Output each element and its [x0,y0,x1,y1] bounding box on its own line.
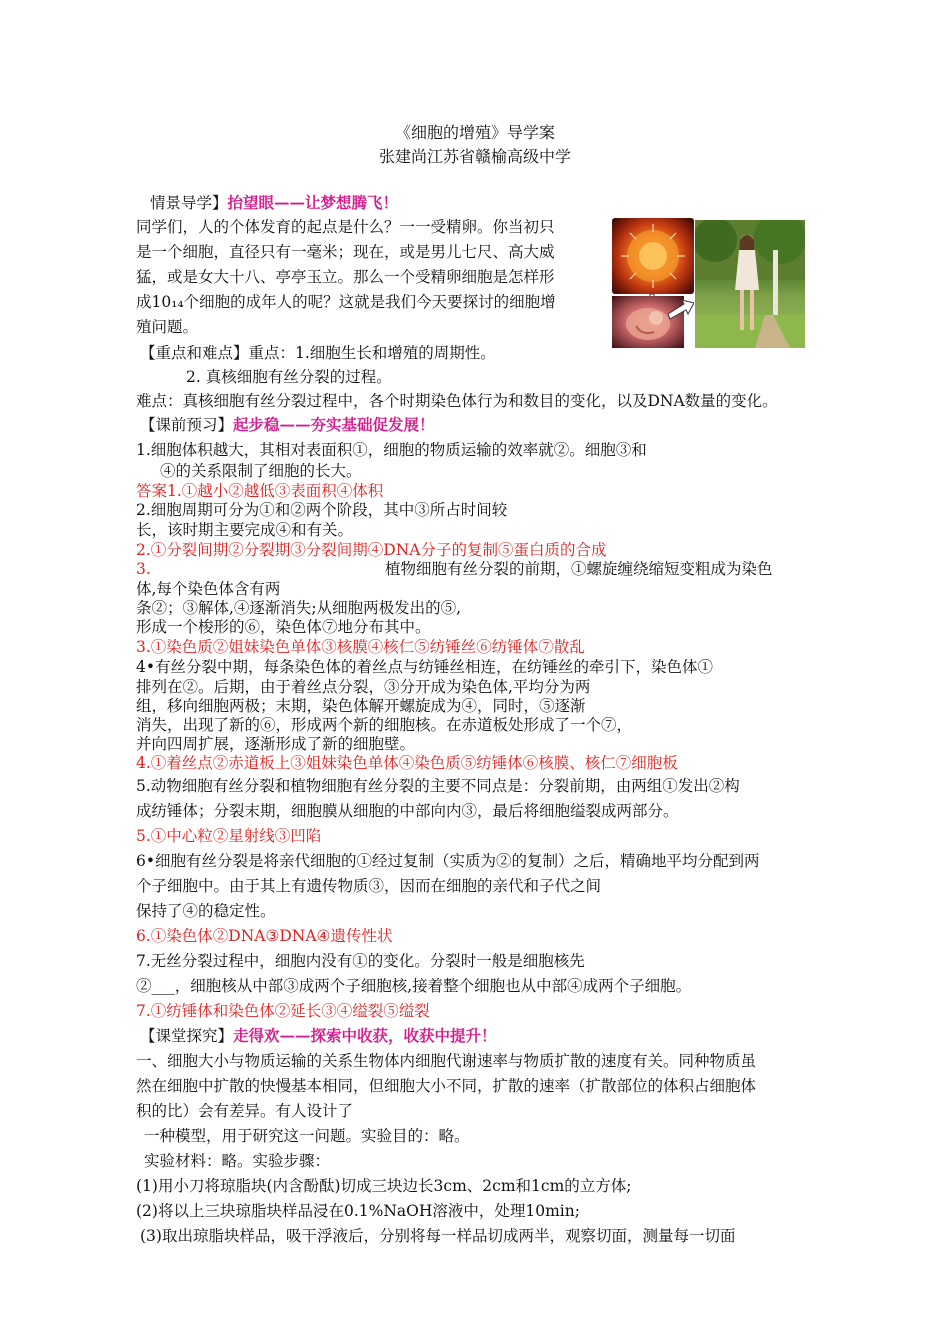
preview-q3-line-3: 条②；③解体,④逐渐消失;从细胞两极发出的⑤, [136,599,462,617]
preview-q5-line-2: 成纺锤体；分裂末期，细胞膜从细胞的中部向内③，最后将细胞缢裂成两部分。 [136,802,679,820]
egg-cell-image [612,218,694,294]
preview-heading [140,415,435,435]
class-step-3: (3)取出琼脂块样品，吸干浮液后，分别将每一样品切成两半，观察切面，测量每一切面 [140,1227,736,1245]
preview-a4: 4.①着丝点②赤道板上③姐妹染色单体④染色质⑤纺锤体⑥核膜、核仁⑦细胞板 [136,754,678,772]
preview-q4-line-1: 4•有丝分裂中期，每条染色体的着丝点与纺锤丝相连，在纺锤丝的牵引下，染色体① [136,658,714,676]
intro-line-5: 殖问题。 [136,318,199,336]
preview-q2-line-1: 2.细胞周期可分为①和②两个阶段，其中③所占时间较 [136,501,508,519]
intro-heading-prefix: 情景导学】 [150,194,228,212]
preview-a2: 2.①分裂间期②分裂期③分裂间期④DNA分子的复制⑤蛋白质的合成 [136,541,607,559]
preview-q7-line-1: 7.无丝分裂过程中，细胞内没有①的变化。分裂时一般是细胞核先 [136,952,585,970]
class-p1-line-4: 一种模型，用于研究这一问题。实验目的：略。 [144,1127,470,1145]
preview-q3-line-4: 形成一个梭形的⑥，染色体⑦地分布其中。 [136,618,431,636]
intro-line-1: 同学们，人的个体发育的起点是什么？一一受精卵。你当初只 [136,218,555,236]
preview-q1-line-2: ④的关系限制了细胞的长大。 [160,462,362,480]
preview-q6-line-1: 6•细胞有丝分裂是将亲代细胞的①经过复制（实质为②的复制）之后，精确地平均分配到两 [136,852,760,870]
preview-q6-line-2: 个子细胞中。由于其上有遗传物质③，因而在细胞的亲代和子代之间 [136,877,602,895]
document-author: 张建尚江苏省赣榆高级中学 [378,147,571,166]
arrow-right-icon [668,300,694,320]
preview-q3-number: 3. [136,560,151,578]
intro-line-3: 猛，或是女大十八、亭亭玉立。那么一个受精卵细胞是怎样形 [136,268,555,286]
key-points-line-2: 2. 真核细胞有丝分裂的过程。 [186,368,392,386]
preview-a6: 6.①染色体②DNA③DNA④遗传性状 [136,927,393,945]
intro-line-2: 是一个细胞，直径只有一毫米；现在，或是男儿七尺、高大威 [136,243,555,261]
class-step-2: (2)将以上三块琼脂块样品浸在0.1%NaOH溶液中，处理10min; [136,1202,580,1220]
class-step-1: (1)用小刀将琼脂块(内含酚酞)切成三块边长3cm、2cm和1cm的立方体; [136,1177,632,1195]
intro-heading [150,193,398,213]
preview-q3-line-1: 植物细胞有丝分裂的前期，①螺旋缠绕缩短变粗成为染色 [385,560,773,578]
preview-q1-line-1: 1.细胞体积越大，其相对表面积①，细胞的物质运输的效率就②。细胞③和 [136,441,647,459]
preview-q3-line-2: 体,每个染色体含有两 [136,580,281,598]
preview-q4-line-3: 组，移向细胞两极；末期，染色体解开螺旋成为④，同时，⑤逐渐 [136,697,586,715]
preview-heading-prefix: 【课前预习】 [140,416,234,434]
class-p1-line-1: 一、细胞大小与物质运输的关系生物体内细胞代谢速率与物质扩散的速度有关。同种物质虽 [136,1052,757,1070]
class-heading-slogan: 走得欢——探索中收获，收获中提升！ [233,1026,497,1045]
key-points-line-1: 【重点和难点】重点：1.细胞生长和增殖的周期性。 [140,344,496,362]
intro-heading-slogan: 抬望眼——让梦想腾飞！ [227,193,399,212]
class-heading [140,1026,497,1046]
preview-a7: 7.①纺锤体和染色体②延长③④缢裂⑤缢裂 [136,1002,430,1020]
preview-a5: 5.①中心粒②星射线③凹陷 [136,827,322,845]
preview-q4-line-2: 排列在②。后期，由于着丝点分裂，③分开成为染色体,平均分为两 [136,678,591,696]
key-points-line-3: 难点：真核细胞有丝分裂过程中，各个时期染色体行为和数目的变化，以及DNA数量的变化。 [136,392,778,410]
class-p1-line-2: 然在细胞中扩散的快慢基本相同，但细胞大小不同，扩散的速率（扩散部位的体积占细胞体 [136,1077,757,1095]
preview-a3: 3.①染色质②姐妹染色单体③核膜④核仁⑤纺锤丝⑥纺锤体⑦散乱 [136,638,585,656]
preview-q2-line-2: 长，该时期主要完成④和有关。 [136,521,354,539]
preview-q6-line-3: 保持了④的稳定性。 [136,902,276,920]
class-heading-prefix: 【课堂探究】 [140,1027,234,1045]
preview-q5-line-1: 5.动物细胞有丝分裂和植物细胞有丝分裂的主要不同点是：分裂前期，由两组①发出②构 [136,777,740,795]
preview-a1: 答案1.①越小②越低③表面积④体积 [136,482,384,500]
class-p1-line-5: 实验材料：略。实验步骤： [144,1152,331,1170]
adult-person-image [695,220,805,348]
preview-q4-line-4: 消失，出现了新的⑥，形成两个新的细胞核。在赤道板处形成了一个⑦， [136,716,633,734]
preview-q4-line-5: 并向四周扩展，逐渐形成了新的细胞壁。 [136,735,416,753]
preview-q7-line-2: ②___，细胞核从中部③成两个子细胞核,接着整个细胞也从中部④成两个子细胞。 [136,977,692,995]
document-title: 《细胞的增殖》导学案 [394,123,555,142]
intro-line-4: 成10₁₄个细胞的成年人的呢？这就是我们今天要探讨的细胞增 [136,293,556,311]
preview-heading-slogan: 起步稳——夯实基础促发展！ [233,415,435,434]
class-p1-line-3: 积的比）会有差异。有人设计了 [136,1102,354,1120]
